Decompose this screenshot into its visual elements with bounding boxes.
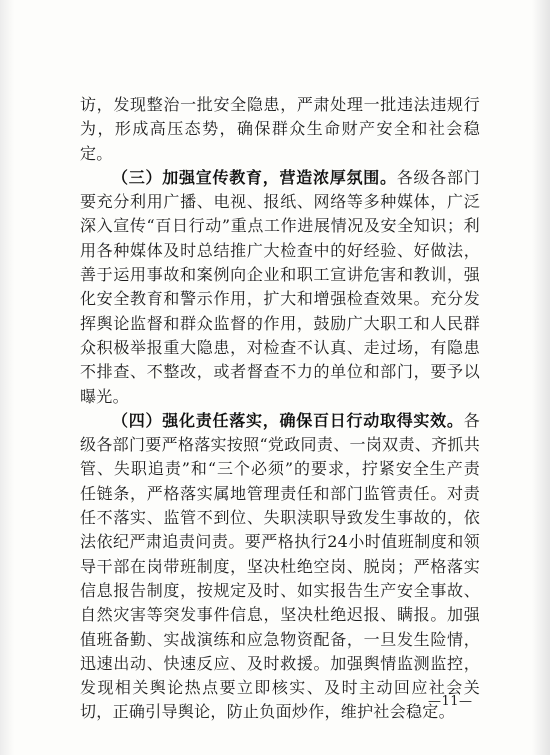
paragraph-text: 各级各部门要严格落实按照“党政同责、一岗双责、齐抓共管、失职追责”和“三个必须”的要求，拧紧安全生产责任链条，严格落实属地管理责任和部门监管责任。对责任不落实、监管不到位、失职渎职导致发生事故的，依法依纪严肃追责问责。要严格执行24小时值班制度和领导干部在岗带班制度，坚决杜绝空岗、脱岗；严格落实信息报告制度，按规定及时、如实报告生产安全事故、自然灾害等突发事件信息，坚决杜绝迟报、瞒报。加强值班备勤、实战演练和应急物资配备，一旦发生险情，迅速出动、快速反应、及时救援。加强舆情监测监控，发现相关舆论热点要立即核实、及时主动回应社会关切，正确引导舆论，防止负面炒作，维护社会稳定。 — [80, 410, 480, 722]
paragraph-section-three — [80, 166, 480, 409]
page-number: —11— — [428, 694, 473, 709]
paragraph-text: 访，发现整治一批安全隐患，严肃处理一批违法违规行为，形成高压态势，确保群众生命财产安全和社会稳定。 — [80, 95, 480, 163]
paragraph-continuation — [80, 93, 480, 166]
section-heading-three: （三）加强宣传教育，营造浓厚氛围。 — [112, 167, 397, 187]
section-heading-four: （四）强化责任落实，确保百日行动取得实效。 — [112, 410, 464, 430]
document-body — [80, 93, 480, 725]
scan-edge-right — [532, 0, 550, 755]
scan-edge-left — [0, 0, 14, 755]
paragraph-section-four — [80, 409, 480, 725]
paragraph-text: 各级各部门要充分利用广播、电视、报纸、网络等多种媒体，广泛深入宣传“百日行动”重点工作进展情况及安全知识；利用各种媒体及时总结推广大检查中的好经验、好做法，善于运用事故和案例向企业和职工宣讲危害和教训，强化安全教育和警示作用，扩大和增强检查效果。充分发挥舆论监督和群众监督的作用，鼓励广大职工和人民群众积极举报重大隐患，对检查不认真、走过场，有隐患不排查、不整改，或者督查不力的单位和部门，要予以曝光。 — [80, 167, 480, 406]
